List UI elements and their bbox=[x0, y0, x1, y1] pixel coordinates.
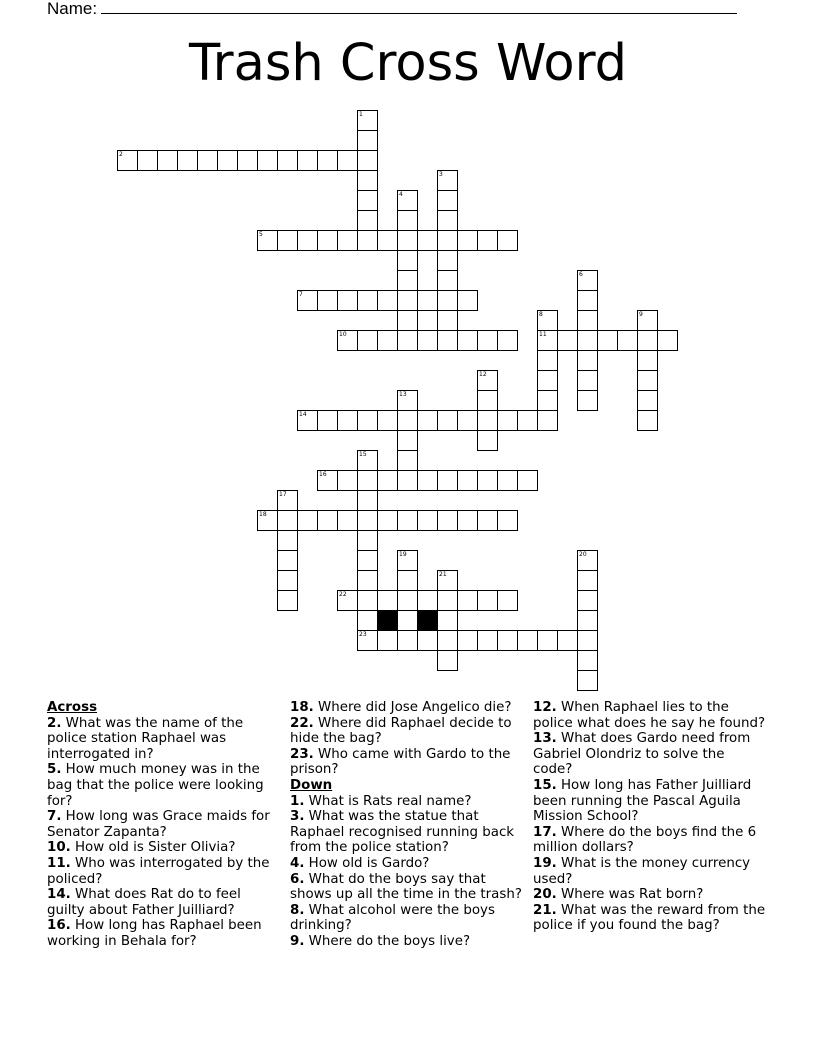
grid-cell[interactable] bbox=[357, 450, 378, 471]
grid-cell[interactable] bbox=[437, 190, 458, 211]
grid-cell[interactable] bbox=[377, 510, 398, 531]
grid-cell[interactable] bbox=[537, 350, 558, 371]
grid-cell[interactable] bbox=[577, 390, 598, 411]
clue-item-number: 9. bbox=[290, 933, 305, 949]
grid-cell[interactable] bbox=[437, 250, 458, 271]
clue-item bbox=[290, 809, 525, 856]
clue-number: 22 bbox=[339, 591, 347, 598]
clue-item-number: 23. bbox=[290, 746, 314, 762]
grid-cell[interactable] bbox=[537, 410, 558, 431]
clue-number: 10 bbox=[339, 331, 347, 338]
grid-cell[interactable] bbox=[537, 310, 558, 331]
grid-cell[interactable] bbox=[477, 430, 498, 451]
grid-cell[interactable] bbox=[297, 290, 318, 311]
grid-cell[interactable] bbox=[357, 530, 378, 551]
grid-cell[interactable] bbox=[437, 230, 458, 251]
grid-cell[interactable] bbox=[357, 130, 378, 151]
grid-cell[interactable] bbox=[437, 170, 458, 191]
clue-item-text: What is the money currency used? bbox=[533, 855, 751, 887]
clue-number: 17 bbox=[279, 491, 287, 498]
grid-cell[interactable] bbox=[537, 390, 558, 411]
grid-cell[interactable] bbox=[457, 290, 478, 311]
clue-number: 2 bbox=[119, 151, 123, 158]
grid-cell[interactable] bbox=[477, 510, 498, 531]
grid-cell[interactable] bbox=[417, 510, 438, 531]
clue-item bbox=[533, 825, 768, 856]
grid-cell[interactable] bbox=[357, 190, 378, 211]
name-field[interactable] bbox=[47, 0, 737, 19]
grid-cell[interactable] bbox=[517, 410, 538, 431]
grid-cell[interactable] bbox=[397, 630, 418, 651]
clue-item-number: 4. bbox=[290, 855, 305, 871]
clue-item-text: What is Rats real name? bbox=[304, 793, 472, 809]
grid-cell[interactable] bbox=[437, 210, 458, 231]
grid-cell[interactable] bbox=[517, 470, 538, 491]
clue-item-text: How long has Father Juilliard been running the Pascal Aguila Mission School? bbox=[533, 777, 752, 825]
grid-cell[interactable] bbox=[577, 650, 598, 671]
grid-cell[interactable] bbox=[637, 390, 658, 411]
clue-number: 12 bbox=[479, 371, 487, 378]
grid-cell[interactable] bbox=[277, 590, 298, 611]
grid-cell[interactable] bbox=[477, 470, 498, 491]
grid-cell[interactable] bbox=[577, 670, 598, 691]
grid-cell[interactable] bbox=[437, 610, 458, 631]
grid-cell[interactable] bbox=[357, 550, 378, 571]
grid-cell[interactable] bbox=[357, 170, 378, 191]
grid-cell[interactable] bbox=[457, 410, 478, 431]
clue-item bbox=[290, 716, 525, 747]
grid-cell[interactable] bbox=[477, 370, 498, 391]
clue-item-text: Where did Jose Angelico die? bbox=[313, 700, 512, 715]
grid-cell[interactable] bbox=[197, 150, 218, 171]
clue-item-number: 19. bbox=[533, 855, 557, 871]
clue-item-number: 2. bbox=[47, 715, 62, 731]
clue-item-text: What was the statue that Raphael recognised running back from the police station? bbox=[290, 809, 515, 856]
grid-cell[interactable] bbox=[177, 150, 198, 171]
clue-item bbox=[47, 856, 277, 887]
clue-number: 1 bbox=[359, 111, 363, 118]
clue-item-number: 11. bbox=[47, 855, 71, 871]
clue-item bbox=[290, 700, 525, 716]
grid-cell[interactable] bbox=[437, 410, 458, 431]
grid-cell[interactable] bbox=[317, 510, 338, 531]
grid-cell[interactable] bbox=[557, 330, 578, 351]
grid-cell[interactable] bbox=[337, 410, 358, 431]
grid-cell[interactable] bbox=[517, 630, 538, 651]
clue-item-text: How old is Gardo? bbox=[304, 855, 430, 871]
grid-cell[interactable] bbox=[337, 150, 358, 171]
clue-item bbox=[47, 887, 277, 918]
clue-item bbox=[47, 809, 277, 840]
grid-cell[interactable] bbox=[357, 470, 378, 491]
grid-cell[interactable] bbox=[397, 590, 418, 611]
grid-cell[interactable] bbox=[577, 270, 598, 291]
grid-cell[interactable] bbox=[397, 390, 418, 411]
grid-cell[interactable] bbox=[337, 330, 358, 351]
clue-item bbox=[47, 716, 277, 763]
clue-item-text: How long has Raphael been working in Behala for? bbox=[47, 918, 262, 949]
clue-item-text: Where was Rat born? bbox=[556, 887, 704, 903]
grid-cell[interactable] bbox=[437, 570, 458, 591]
grid-cell[interactable] bbox=[537, 330, 558, 351]
grid-cell[interactable] bbox=[637, 410, 658, 431]
clue-number: 20 bbox=[579, 551, 587, 558]
grid-cell[interactable] bbox=[277, 570, 298, 591]
grid-cell[interactable] bbox=[577, 610, 598, 631]
black-square bbox=[377, 610, 398, 631]
grid-cell[interactable] bbox=[317, 410, 338, 431]
grid-cell[interactable] bbox=[357, 290, 378, 311]
clue-number: 23 bbox=[359, 631, 367, 638]
grid-cell[interactable] bbox=[397, 290, 418, 311]
grid-cell[interactable] bbox=[637, 370, 658, 391]
clue-item-number: 1. bbox=[290, 793, 305, 809]
clue-item-text: What do the boys say that shows up all the time in the trash? bbox=[290, 871, 522, 903]
clue-item-number: 15. bbox=[533, 777, 557, 793]
grid-cell[interactable] bbox=[417, 410, 438, 431]
grid-cell[interactable] bbox=[497, 330, 518, 351]
grid-cell[interactable] bbox=[597, 330, 618, 351]
clue-number: 14 bbox=[299, 411, 307, 418]
clue-item bbox=[47, 840, 277, 856]
grid-cell[interactable] bbox=[397, 410, 418, 431]
grid-cell[interactable] bbox=[417, 330, 438, 351]
grid-cell[interactable] bbox=[477, 390, 498, 411]
grid-cell[interactable] bbox=[397, 570, 418, 591]
clue-item bbox=[533, 903, 768, 934]
clue-item-text: How much money was in the bag that the police were looking for? bbox=[47, 762, 264, 809]
clue-item-text: Where did Raphael decide to hide the bag? bbox=[290, 715, 512, 747]
grid-cell[interactable] bbox=[317, 290, 338, 311]
grid-cell[interactable] bbox=[397, 190, 418, 211]
clue-item-number: 12. bbox=[533, 700, 557, 715]
clue-item-text: Where do the boys live? bbox=[304, 933, 471, 949]
grid-cell[interactable] bbox=[637, 330, 658, 351]
grid-cell[interactable] bbox=[437, 590, 458, 611]
grid-cell[interactable] bbox=[637, 310, 658, 331]
clue-number: 15 bbox=[359, 451, 367, 458]
grid-cell[interactable] bbox=[437, 290, 458, 311]
black-square bbox=[417, 610, 438, 631]
grid-cell[interactable] bbox=[497, 510, 518, 531]
grid-cell[interactable] bbox=[297, 410, 318, 431]
clue-item-number: 22. bbox=[290, 715, 314, 731]
clue-item-number: 20. bbox=[533, 887, 557, 903]
grid-cell[interactable] bbox=[577, 630, 598, 651]
clue-number: 3 bbox=[439, 171, 443, 178]
clues-column-1 bbox=[47, 700, 277, 950]
grid-cell[interactable] bbox=[397, 210, 418, 231]
grid-cell[interactable] bbox=[357, 230, 378, 251]
clue-number: 21 bbox=[439, 571, 447, 578]
grid-cell[interactable] bbox=[357, 210, 378, 231]
grid-cell[interactable] bbox=[337, 510, 358, 531]
clue-number: 9 bbox=[639, 311, 643, 318]
grid-cell[interactable] bbox=[357, 330, 378, 351]
grid-cell[interactable] bbox=[497, 590, 518, 611]
grid-cell[interactable] bbox=[317, 150, 338, 171]
clue-number: 8 bbox=[539, 311, 543, 318]
grid-cell[interactable] bbox=[457, 470, 478, 491]
clue-item-text: Who was interrogated by the policed? bbox=[47, 855, 270, 887]
grid-cell[interactable] bbox=[357, 510, 378, 531]
grid-cell[interactable] bbox=[477, 630, 498, 651]
grid-cell[interactable] bbox=[357, 110, 378, 131]
clue-number: 4 bbox=[399, 191, 403, 198]
grid-cell[interactable] bbox=[297, 510, 318, 531]
grid-cell[interactable] bbox=[357, 630, 378, 651]
grid-cell[interactable] bbox=[577, 370, 598, 391]
grid-cell[interactable] bbox=[617, 330, 638, 351]
grid-cell[interactable] bbox=[377, 290, 398, 311]
grid-cell[interactable] bbox=[357, 570, 378, 591]
clue-item bbox=[290, 872, 525, 903]
clue-item-text: How long was Grace maids for Senator Zapanta? bbox=[47, 809, 270, 840]
clue-item bbox=[290, 903, 525, 934]
grid-cell[interactable] bbox=[277, 230, 298, 251]
grid-cell[interactable] bbox=[437, 270, 458, 291]
down-heading: Down bbox=[290, 777, 333, 793]
name-underline[interactable] bbox=[101, 0, 737, 14]
page-title: Trash Cross Word bbox=[188, 34, 628, 93]
grid-cell[interactable] bbox=[357, 410, 378, 431]
grid-cell[interactable] bbox=[437, 330, 458, 351]
clue-item bbox=[290, 934, 525, 950]
grid-cell[interactable] bbox=[377, 470, 398, 491]
grid-cell[interactable] bbox=[317, 470, 338, 491]
clue-item-number: 5. bbox=[47, 762, 62, 778]
clue-number: 13 bbox=[399, 391, 407, 398]
clue-item-text: What does Rat do to feel guilty about Father Juilliard? bbox=[47, 887, 241, 918]
clue-item-text: Where do the boys find the 6 million dollars? bbox=[533, 824, 757, 856]
clue-item-number: 7. bbox=[47, 809, 62, 825]
clue-item-text: What was the reward from the police if you found the bag? bbox=[533, 902, 766, 934]
grid-cell[interactable] bbox=[417, 290, 438, 311]
clue-number: 18 bbox=[259, 511, 267, 518]
clue-item-text: When Raphael lies to the police what does he say he found? bbox=[533, 700, 766, 731]
clue-item-text: Who came with Gardo to the prison? bbox=[290, 746, 511, 778]
grid-cell[interactable] bbox=[297, 150, 318, 171]
grid-cell[interactable] bbox=[397, 230, 418, 251]
clue-number: 19 bbox=[399, 551, 407, 558]
clue-item-number: 8. bbox=[290, 902, 305, 918]
grid-cell[interactable] bbox=[457, 330, 478, 351]
clue-item bbox=[533, 887, 768, 903]
clue-item-number: 17. bbox=[533, 824, 557, 840]
clue-item-text: How old is Sister Olivia? bbox=[70, 840, 236, 856]
grid-cell[interactable] bbox=[257, 230, 278, 251]
grid-cell[interactable] bbox=[577, 570, 598, 591]
grid-cell[interactable] bbox=[417, 230, 438, 251]
clue-number: 6 bbox=[579, 271, 583, 278]
clue-number: 11 bbox=[539, 331, 547, 338]
grid-cell[interactable] bbox=[457, 230, 478, 251]
clue-item bbox=[290, 747, 525, 778]
grid-cell[interactable] bbox=[357, 150, 378, 171]
clue-item-text: What was the name of the police station Raphael was interrogated in? bbox=[47, 715, 244, 762]
clue-item bbox=[533, 856, 768, 887]
grid-cell[interactable] bbox=[397, 450, 418, 471]
clue-item bbox=[47, 762, 277, 809]
clues-column-3 bbox=[533, 700, 768, 934]
clue-item-number: 21. bbox=[533, 902, 557, 918]
grid-cell[interactable] bbox=[477, 330, 498, 351]
clue-number: 7 bbox=[299, 291, 303, 298]
grid-cell[interactable] bbox=[217, 150, 238, 171]
clue-item bbox=[47, 918, 277, 949]
grid-cell[interactable] bbox=[437, 310, 458, 331]
clue-item-number: 10. bbox=[47, 840, 71, 856]
clue-item bbox=[533, 700, 768, 731]
grid-cell[interactable] bbox=[577, 550, 598, 571]
clue-item bbox=[290, 856, 525, 872]
grid-cell[interactable] bbox=[317, 230, 338, 251]
grid-cell[interactable] bbox=[277, 550, 298, 571]
clue-item-number: 16. bbox=[47, 918, 71, 934]
grid-cell[interactable] bbox=[497, 410, 518, 431]
grid-cell[interactable] bbox=[457, 590, 478, 611]
name-label: Name: bbox=[47, 0, 98, 18]
grid-cell[interactable] bbox=[417, 630, 438, 651]
grid-cell[interactable] bbox=[477, 230, 498, 251]
grid-cell[interactable] bbox=[257, 510, 278, 531]
grid-cell[interactable] bbox=[277, 530, 298, 551]
grid-cell[interactable] bbox=[357, 610, 378, 631]
grid-cell[interactable] bbox=[277, 490, 298, 511]
clue-item bbox=[533, 731, 768, 778]
grid-cell[interactable] bbox=[417, 470, 438, 491]
clue-item-text: What does Gardo need from Gabriel Olondriz to solve the code? bbox=[533, 731, 751, 778]
grid-cell[interactable] bbox=[297, 230, 318, 251]
grid-cell[interactable] bbox=[397, 430, 418, 451]
grid-cell[interactable] bbox=[537, 630, 558, 651]
grid-cell[interactable] bbox=[257, 150, 278, 171]
grid-cell[interactable] bbox=[337, 470, 358, 491]
grid-cell[interactable] bbox=[377, 230, 398, 251]
grid-cell[interactable] bbox=[437, 650, 458, 671]
grid-cell[interactable] bbox=[417, 590, 438, 611]
clues-column-2 bbox=[290, 700, 525, 950]
grid-cell[interactable] bbox=[137, 150, 158, 171]
grid-cell[interactable] bbox=[357, 590, 378, 611]
grid-cell[interactable] bbox=[557, 630, 578, 651]
clue-item-number: 3. bbox=[290, 809, 305, 825]
grid-cell[interactable] bbox=[437, 470, 458, 491]
grid-cell[interactable] bbox=[277, 510, 298, 531]
grid-cell[interactable] bbox=[277, 150, 298, 171]
grid-cell[interactable] bbox=[537, 370, 558, 391]
grid-cell[interactable] bbox=[157, 150, 178, 171]
grid-cell[interactable] bbox=[397, 310, 418, 331]
grid-cell[interactable] bbox=[637, 350, 658, 371]
grid-cell[interactable] bbox=[337, 230, 358, 251]
clue-item bbox=[290, 794, 525, 810]
clue-item-number: 13. bbox=[533, 731, 557, 747]
grid-cell[interactable] bbox=[237, 150, 258, 171]
grid-cell[interactable] bbox=[377, 590, 398, 611]
grid-cell[interactable] bbox=[657, 330, 678, 351]
grid-cell[interactable] bbox=[477, 410, 498, 431]
clue-item-number: 6. bbox=[290, 871, 305, 887]
across-heading: Across bbox=[47, 700, 98, 715]
grid-cell[interactable] bbox=[497, 630, 518, 651]
grid-cell[interactable] bbox=[497, 230, 518, 251]
grid-cell[interactable] bbox=[577, 350, 598, 371]
grid-cell[interactable] bbox=[437, 630, 458, 651]
grid-cell[interactable] bbox=[337, 290, 358, 311]
grid-cell[interactable] bbox=[377, 330, 398, 351]
grid-cell[interactable] bbox=[397, 510, 418, 531]
grid-cell[interactable] bbox=[477, 590, 498, 611]
grid-cell[interactable] bbox=[117, 150, 138, 171]
clue-number: 16 bbox=[319, 471, 327, 478]
clue-number: 5 bbox=[259, 231, 263, 238]
grid-cell[interactable] bbox=[397, 550, 418, 571]
grid-cell[interactable] bbox=[577, 590, 598, 611]
grid-cell[interactable] bbox=[397, 330, 418, 351]
clue-item-number: 18. bbox=[290, 700, 314, 715]
grid-cell[interactable] bbox=[457, 630, 478, 651]
clue-item bbox=[533, 778, 768, 825]
grid-cell[interactable] bbox=[577, 310, 598, 331]
grid-cell[interactable] bbox=[337, 590, 358, 611]
clue-item-text: What alcohol were the boys drinking? bbox=[290, 902, 495, 934]
clue-item-number: 14. bbox=[47, 887, 71, 903]
grid-cell[interactable] bbox=[457, 510, 478, 531]
grid-cell[interactable] bbox=[377, 630, 398, 651]
grid-cell[interactable] bbox=[397, 250, 418, 271]
grid-cell[interactable] bbox=[397, 270, 418, 291]
grid-cell[interactable] bbox=[577, 290, 598, 311]
grid-cell[interactable] bbox=[397, 470, 418, 491]
grid-cell[interactable] bbox=[577, 330, 598, 351]
grid-cell[interactable] bbox=[437, 510, 458, 531]
grid-cell[interactable] bbox=[377, 410, 398, 431]
grid-cell[interactable] bbox=[357, 490, 378, 511]
grid-cell[interactable] bbox=[497, 470, 518, 491]
